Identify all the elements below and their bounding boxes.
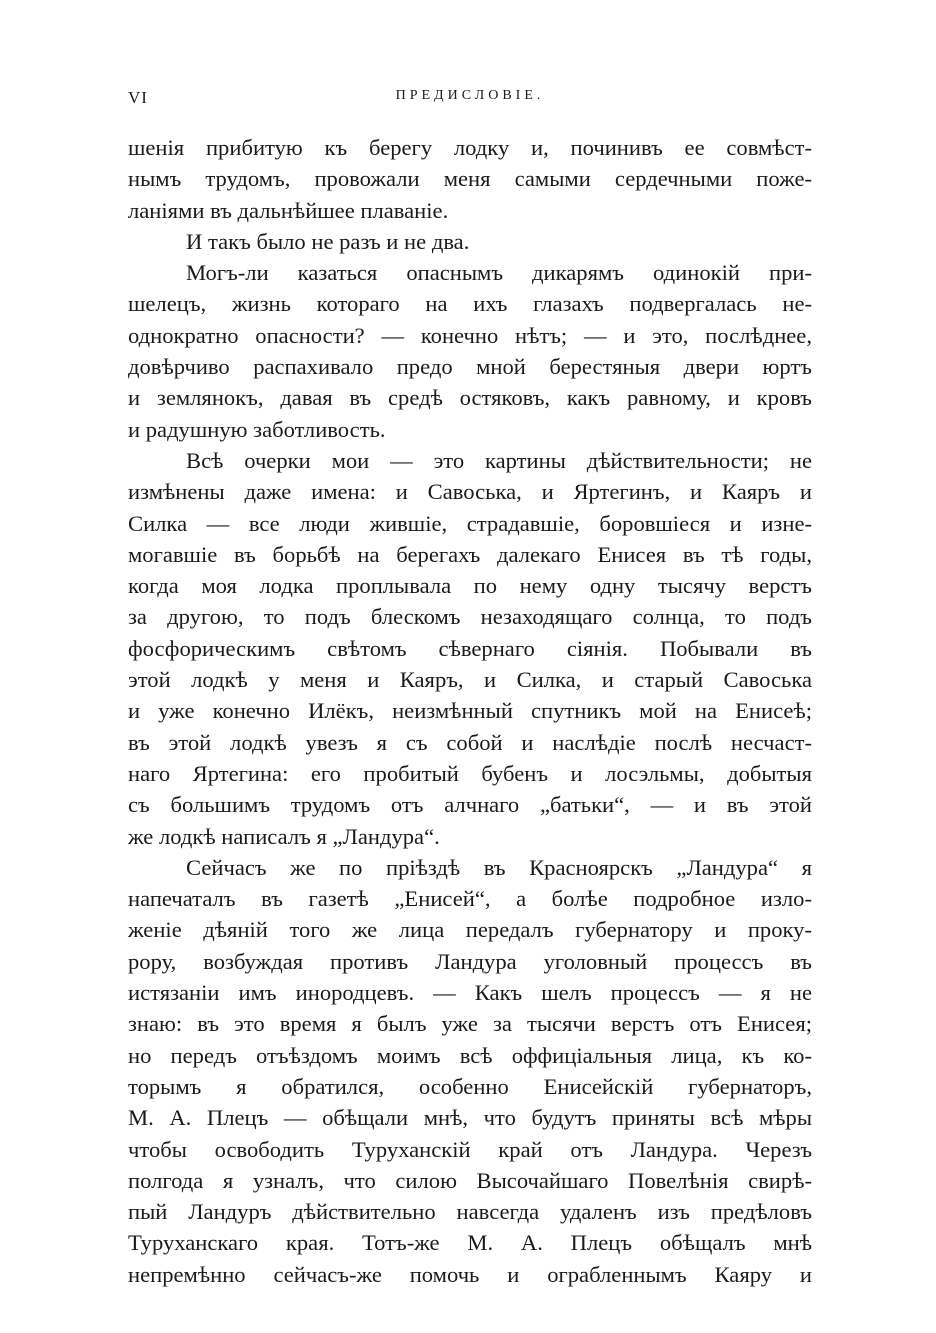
text-line: Туруханскаго края. Тотъ-же М. А. Плецъ обѣщалъ мнѣ — [128, 1230, 812, 1256]
text-line: знаю: въ это время я былъ уже за тысячи верстъ отъ Енисея; — [128, 1011, 812, 1037]
text-line: напечаталъ въ газетѣ „Енисей“, а болѣе подробное изло- — [128, 886, 812, 912]
text-line: Могъ-ли казаться опаснымъ дикарямъ одинокій при- — [186, 260, 812, 286]
text-line: Сейчасъ же по пріѣздѣ въ Красноярскъ „Ландура“ я — [186, 854, 812, 880]
text-line: съ большимъ трудомъ отъ алчнаго „батьки“, — и въ этой — [128, 792, 812, 818]
text-line: и землянокъ, давая въ средѣ остяковъ, какъ равному, и кровъ — [128, 385, 812, 411]
text-line: когда моя лодка проплывала по нему одну тысячу верстъ — [128, 573, 812, 599]
text-line: измѣнены даже имена: и Савоська, и Яртегинъ, и Каяръ и — [128, 479, 812, 505]
text-line: истязаніи имъ инородцевъ. — Какъ шелъ процессъ — я не — [128, 980, 812, 1006]
text-line: фосфорическимъ свѣтомъ сѣвернаго сіянія. Побывали въ — [128, 635, 812, 661]
text-line: чтобы освободить Туруханскій край отъ Ландура. Черезъ — [128, 1136, 812, 1162]
text-line: Всѣ очерки мои — это картины дѣйствительности; не — [186, 447, 812, 473]
text-line: пый Ландуръ дѣйствительно навсегда удаленъ изъ предѣловъ — [128, 1199, 812, 1225]
text-line: однократно опасности? — конечно нѣтъ; — и это, послѣднее, — [128, 322, 812, 348]
text-line: женіе дѣяній того же лица передалъ губернатору и проку- — [128, 917, 812, 943]
text-line: довѣрчиво распахивало предо мной берестяныя двери юртъ — [128, 354, 812, 380]
text-line: но передъ отъѣздомъ моимъ всѣ оффиціальныя лица, къ ко- — [128, 1042, 812, 1068]
page-number: VI — [128, 88, 148, 107]
text-line: М. А. Плецъ — обѣщали мнѣ, что будутъ приняты всѣ мѣры — [128, 1105, 812, 1131]
text-line: въ этой лодкѣ увезъ я съ собой и наслѣдіе послѣ несчаст- — [128, 729, 812, 755]
text-line: шелецъ, жизнь котораго на ихъ глазахъ подвергалась не- — [128, 291, 812, 317]
text-line: торымъ я обратился, особенно Енисейскій губернаторъ, — [128, 1073, 812, 1099]
text-line: нымъ трудомъ, провожали меня самыми сердечными поже- — [128, 166, 812, 192]
text-line: непремѣнно сейчасъ-же помочь и ограбленнымъ Каяру и — [128, 1261, 812, 1287]
text-line: шенія прибитую къ берегу лодку и, починивъ ее совмѣст- — [128, 135, 812, 160]
text-line: этой лодкѣ у меня и Каяръ, и Силка, и старый Савоська — [128, 667, 812, 693]
text-line: за другою, то подъ блескомъ незаходящаго солнца, то подъ — [128, 604, 812, 630]
text-line: же лодкѣ написалъ я „Ландура“. — [128, 823, 440, 849]
text-line: рору, возбуждая противъ Ландура уголовный процессъ въ — [128, 948, 812, 974]
page-header — [128, 88, 812, 112]
text-line: полгода я узналъ, что силою Высочайшаго Повелѣнія свирѣ- — [128, 1167, 812, 1193]
running-head: ПРЕДИСЛОВІЕ. — [395, 88, 545, 103]
text-line: и уже конечно Илёкъ, неизмѣнный спутникъ мой на Енисеѣ; — [128, 698, 812, 724]
text-line: Силка — все люди жившіе, страдавшіе, боровшіеся и изне- — [128, 510, 812, 536]
text-line: могавшіе въ борьбѣ на берегахъ далекаго Енисея въ тѣ годы, — [128, 541, 812, 567]
text-line: ланіями въ дальнѣйшее плаваніе. — [128, 197, 449, 223]
text-line: и радушную заботливость. — [128, 416, 386, 442]
text-line: наго Яртегина: его пробитый бубенъ и лосэльмы, добытыя — [128, 760, 812, 786]
body-text — [128, 132, 812, 1290]
text-line: И такъ было не разъ и не два. — [186, 228, 470, 254]
